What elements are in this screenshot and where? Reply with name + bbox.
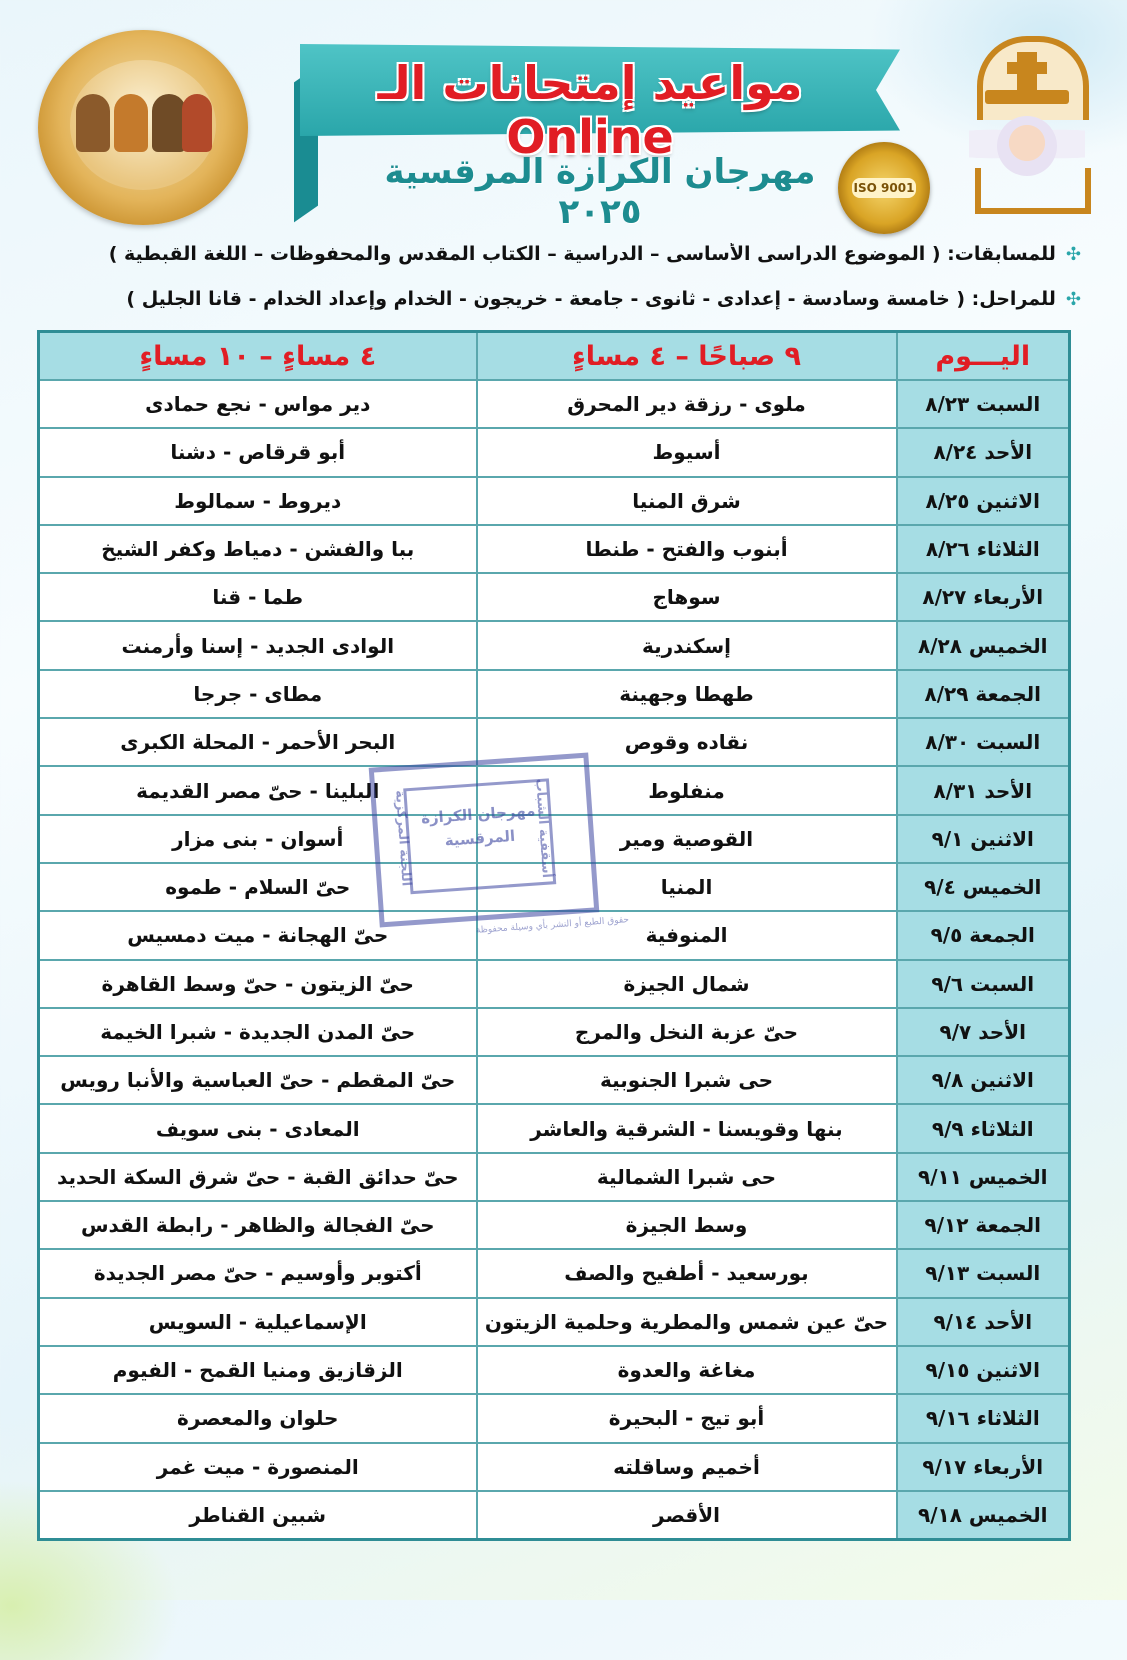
evening-cell: حىّ المقطم - حىّ العباسية والأنبا رويس <box>39 1056 477 1104</box>
evening-cell: مطاى - جرجا <box>39 670 477 718</box>
stamp-side-text: أسقفية الشباب <box>531 778 554 879</box>
evening-cell: أبو قرقاص - دشنا <box>39 428 477 476</box>
table-row <box>39 1249 1070 1297</box>
iso-badge-label: ISO 9001 <box>852 178 916 198</box>
day-cell: الأحد ٩/١٤ <box>897 1298 1070 1346</box>
evening-cell: شبين القناطر <box>39 1491 477 1539</box>
evening-cell: ديروط - سمالوط <box>39 477 477 525</box>
table-row <box>39 1153 1070 1201</box>
morning-cell: المنوفية <box>477 911 897 959</box>
table-row <box>39 1394 1070 1442</box>
table-row <box>39 428 1070 476</box>
cross-icon <box>1017 52 1037 92</box>
evening-cell: حىّ حدائق القبة - حىّ شرق السكة الحديد <box>39 1153 477 1201</box>
morning-cell: نقاده وقوص <box>477 718 897 766</box>
morning-cell: القوصية ومير <box>477 815 897 863</box>
day-cell: الأربعاء ٨/٢٧ <box>897 573 1070 621</box>
evening-cell: حىّ الفجالة والظاهر - رابطة القدس <box>39 1201 477 1249</box>
exam-schedule-table <box>37 330 1071 1541</box>
festival-logo-inner <box>70 60 216 190</box>
evening-cell: أسوان - بنى مزار <box>39 815 477 863</box>
table-row <box>39 718 1070 766</box>
day-cell: الثلاثاء ٨/٢٦ <box>897 525 1070 573</box>
saint-figure <box>182 94 212 152</box>
evening-cell: حىّ السلام - طموه <box>39 863 477 911</box>
morning-cell: أخميم وساقلته <box>477 1443 897 1491</box>
day-cell: الأحد ٨/٣١ <box>897 766 1070 814</box>
evening-cell: ببا والفشن - دمياط وكفر الشيخ <box>39 525 477 573</box>
day-cell: الأحد ٨/٢٤ <box>897 428 1070 476</box>
morning-cell: شمال الجيزة <box>477 960 897 1008</box>
morning-cell: إسكندرية <box>477 621 897 669</box>
table-row <box>39 1056 1070 1104</box>
evening-cell: المعادى - بنى سويف <box>39 1104 477 1152</box>
saint-figure <box>114 94 148 152</box>
morning-cell: بورسعيد - أطفيح والصف <box>477 1249 897 1297</box>
iso-badge <box>838 142 930 234</box>
header-morning: ٩ صباحًا – ٤ مساءٍ <box>477 332 897 381</box>
day-cell: الخميس ٨/٢٨ <box>897 621 1070 669</box>
sparkle-icon: ✣ <box>1065 244 1081 265</box>
table-row <box>39 525 1070 573</box>
evening-cell: الوادى الجديد - إسنا وأرمنت <box>39 621 477 669</box>
table-row <box>39 766 1070 814</box>
evening-cell: الإسماعيلية - السويس <box>39 1298 477 1346</box>
day-cell: السبت ٩/٦ <box>897 960 1070 1008</box>
morning-cell: شرق المنيا <box>477 477 897 525</box>
day-cell: السبت ٩/١٣ <box>897 1249 1070 1297</box>
stages-line <box>41 288 1081 310</box>
day-cell: السبت ٨/٢٣ <box>897 380 1070 428</box>
page-title: مواعيد إمتحانات الـ Online <box>377 56 803 164</box>
day-cell: الاثنين ٩/١٥ <box>897 1346 1070 1394</box>
day-cell: السبت ٨/٣٠ <box>897 718 1070 766</box>
evening-cell: حىّ الزيتون - حىّ وسط القاهرة <box>39 960 477 1008</box>
table-row <box>39 670 1070 718</box>
saint-figure <box>76 94 110 152</box>
logo-base <box>975 168 1091 214</box>
page-subtitle: مهرجان الكرازة المرقسية ٢٠٢٥ <box>384 152 816 232</box>
evening-cell: حىّ المدن الجديدة - شبرا الخيمة <box>39 1008 477 1056</box>
morning-cell: حىّ عين شمس والمطرية وحلمية الزيتون <box>477 1298 897 1346</box>
evening-cell: الزقازيق ومنيا القمح - الفيوم <box>39 1346 477 1394</box>
competitions-text: للمسابقات: ( الموضوع الدراسى الأساسى – الدراسية – الكتاب المقدس والمحفوظات – اللغة القبطية ) <box>108 243 1056 265</box>
evening-cell: البحر الأحمر - المحلة الكبرى <box>39 718 477 766</box>
day-cell: الاثنين ٩/١ <box>897 815 1070 863</box>
morning-cell: أبنوب والفتح - طنطا <box>477 525 897 573</box>
logo-label-bar <box>985 90 1069 104</box>
table-row <box>39 380 1070 428</box>
table-header-row <box>39 332 1070 381</box>
evening-cell: طما - قنا <box>39 573 477 621</box>
morning-cell: ملوى - رزقة دير المحرق <box>477 380 897 428</box>
day-cell: الاثنين ٩/٨ <box>897 1056 1070 1104</box>
table-row <box>39 621 1070 669</box>
competitions-line <box>41 243 1081 265</box>
festival-logo <box>38 30 248 225</box>
morning-cell: الأقصر <box>477 1491 897 1539</box>
morning-cell: سوهاج <box>477 573 897 621</box>
table-row <box>39 1008 1070 1056</box>
morning-cell: بنها وقويسنا - الشرقية والعاشر <box>477 1104 897 1152</box>
day-cell: الخميس ٩/١١ <box>897 1153 1070 1201</box>
day-cell: الجمعة ٩/٥ <box>897 911 1070 959</box>
table-row <box>39 815 1070 863</box>
table-row <box>39 863 1070 911</box>
day-cell: الأحد ٩/٧ <box>897 1008 1070 1056</box>
header-day: اليـــوم <box>897 332 1070 381</box>
table-row <box>39 1298 1070 1346</box>
stamp-note: حقوق الطبع أو النشر بأي وسيلة محفوظة <box>475 915 630 936</box>
evening-cell: أكتوبر وأوسيم - حىّ مصر الجديدة <box>39 1249 477 1297</box>
day-cell: الخميس ٩/٤ <box>897 863 1070 911</box>
table-row <box>39 477 1070 525</box>
table-row <box>39 1201 1070 1249</box>
table-row <box>39 960 1070 1008</box>
morning-cell: وسط الجيزة <box>477 1201 897 1249</box>
table-row <box>39 1346 1070 1394</box>
stages-text: للمراحل: ( خامسة وسادسة - إعدادى - ثانوى - جامعة - خريجون - الخدام وإعداد الخدام - قانا الجليل ) <box>126 288 1056 310</box>
day-cell: الثلاثاء ٩/٩ <box>897 1104 1070 1152</box>
morning-cell: أبو تيج - البحيرة <box>477 1394 897 1442</box>
evening-cell: دير مواس - نجع حمادى <box>39 380 477 428</box>
day-cell: الأربعاء ٩/١٧ <box>897 1443 1070 1491</box>
morning-cell: حىّ عزبة النخل والمرج <box>477 1008 897 1056</box>
table-row <box>39 1491 1070 1539</box>
evening-cell: المنصورة - ميت غمر <box>39 1443 477 1491</box>
table-row <box>39 1443 1070 1491</box>
table-body <box>39 380 1070 1539</box>
evening-cell: حىّ الهجانة - ميت دمسيس <box>39 911 477 959</box>
morning-cell: منفلوط <box>477 766 897 814</box>
day-cell: الجمعة ٩/١٢ <box>897 1201 1070 1249</box>
morning-cell: حى شبرا الجنوبية <box>477 1056 897 1104</box>
evening-cell: حلوان والمعصرة <box>39 1394 477 1442</box>
morning-cell: مغاغة والعدوة <box>477 1346 897 1394</box>
day-cell: الثلاثاء ٩/١٦ <box>897 1394 1070 1442</box>
morning-cell: حى شبرا الشمالية <box>477 1153 897 1201</box>
stamp-text: مهرجان الكرازة المرقسية <box>420 801 536 850</box>
youth-bishopric-logo <box>967 28 1087 208</box>
evening-cell: البلينا - حىّ مصر القديمة <box>39 766 477 814</box>
stamp-side-text: اللجنة المركزية <box>391 789 414 887</box>
sparkle-icon: ✣ <box>1065 289 1081 310</box>
morning-cell: أسيوط <box>477 428 897 476</box>
day-cell: الخميس ٩/١٨ <box>897 1491 1070 1539</box>
table-row <box>39 911 1070 959</box>
table-row <box>39 573 1070 621</box>
title-banner <box>300 44 900 164</box>
header-evening: ٤ مساءٍ – ١٠ مساءٍ <box>39 332 477 381</box>
morning-cell: طهطا وجهينة <box>477 670 897 718</box>
day-cell: الجمعة ٨/٢٩ <box>897 670 1070 718</box>
table-row <box>39 1104 1070 1152</box>
saint-figure <box>152 94 186 152</box>
morning-cell: المنيا <box>477 863 897 911</box>
day-cell: الاثنين ٨/٢٥ <box>897 477 1070 525</box>
angel-icon <box>997 116 1057 176</box>
